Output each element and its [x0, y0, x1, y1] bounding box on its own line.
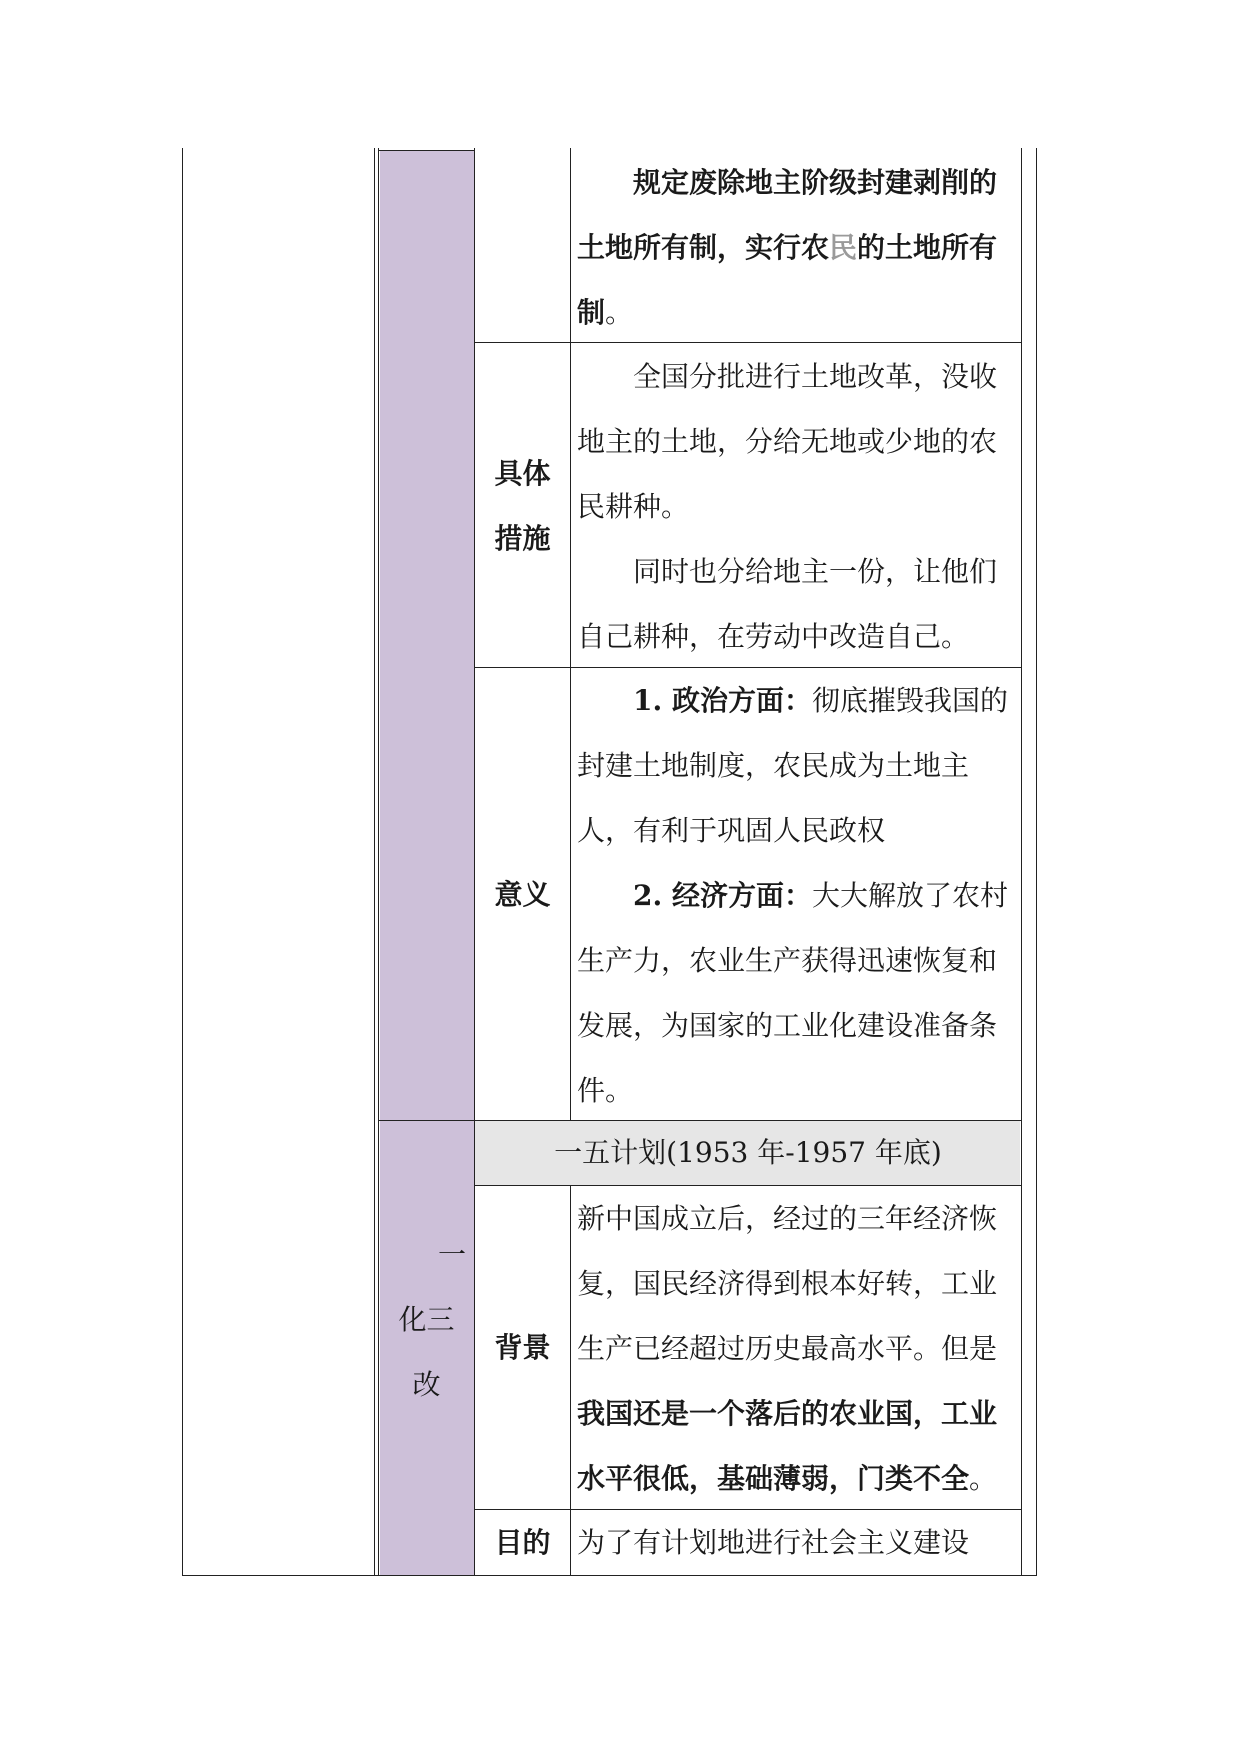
measures-label: 具体 措施 [494, 457, 551, 555]
purpose-label: 目的 [494, 1526, 551, 1559]
table-border [1021, 148, 1022, 1576]
land-law-content-cell: 规定废除地主阶级封建剥削的土地所有制，实行农民的土地所有制。 [577, 166, 998, 329]
section-label: 一 化三 改 [398, 1238, 466, 1401]
table-border [570, 148, 571, 1121]
table-border [1036, 148, 1037, 1576]
table-border [182, 1575, 1037, 1576]
table-border [570, 1185, 571, 1576]
table-border [374, 148, 375, 1576]
table-border [378, 150, 475, 151]
significance-label: 意义 [494, 878, 551, 911]
purpose-content-cell: 为了有计划地进行社会主义建设 [577, 1526, 970, 1559]
section-header: 一五计划(1953 年-1957 年底) [554, 1136, 942, 1169]
background-content-cell: 新中国成立后，经过的三年经济恢复，国民经济得到根本好转，工业生产已经超过历史最高水平。但是我国还是一个落后的农业国，工业水平很低，基础薄弱，门类不全。 [577, 1202, 998, 1495]
table-border [182, 148, 183, 1576]
measures-content-cell: 全国分批进行土地改革，没收地主的土地，分给无地或少地的农民耕种。 同时也分给地主一份，让他们自己耕种，在劳动中改造自己。 [577, 360, 998, 653]
significance-content-cell: 1. 政治方面：彻底摧毁我国的封建土地制度，农民成为土地主人，有利于巩固人民政权 2. 经济方面：大大解放了农村生产力，农业生产获得迅速恢复和发展，为国家的工业化建设准备条件。 [577, 684, 1008, 1107]
background-label: 背景 [494, 1331, 551, 1364]
